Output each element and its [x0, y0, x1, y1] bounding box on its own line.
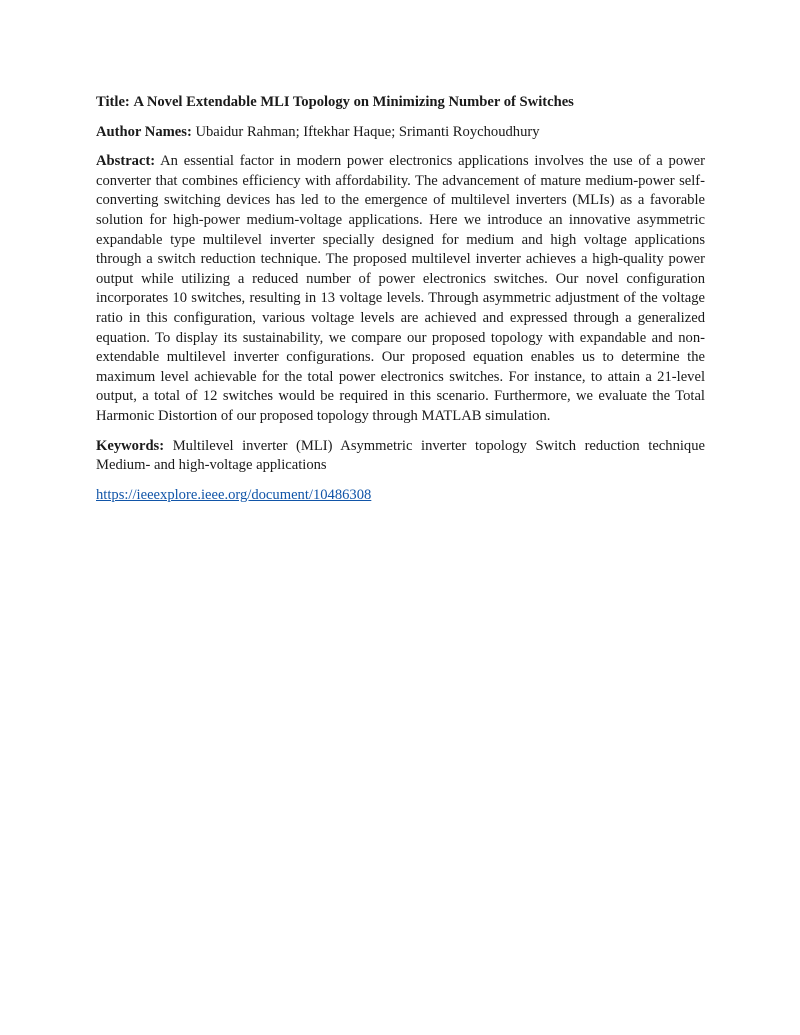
keywords-label: Keywords: [96, 437, 165, 454]
keywords-paragraph [96, 437, 705, 476]
abstract-text: An essential factor in modern power electronics applications involves the use of a power converter that combines efficiency with affordability. The advancement of mature medium-power self-converting switching devices has led to the emergence of multilevel inverters (MLIs) as a favorable solution for high-power medium-voltage applications. Here we introduce an innovative asymmetric expandable type multilevel inverter specially designed for medium and high voltage applications through a switch reduction technique. The proposed multilevel inverter achieves a high-quality power output while utilizing a reduced number of power electronics switches. Our novel configuration incorporates 10 switches, resulting in 13 voltage levels. Through asymmetric adjustment of the voltage ratio in this configuration, various voltage levels are achieved and expressed through a generalized equation. To display its sustainability, we compare our proposed topology with expandable and non-extendable multilevel inverter configurations. Our proposed equation enables us to determine the maximum level achievable for the total power electronics switches. For instance, to attain a 21-level output, a total of 12 switches would be required in this scenario. Furthermore, we evaluate the Total Harmonic Distortion of our proposed topology through MATLAB simulation. [96, 153, 705, 424]
paper-title: A Novel Extendable MLI Topology on Minimizing Number of Switches [133, 94, 574, 110]
title-line [96, 93, 705, 113]
authors-line [96, 123, 705, 143]
keywords-text: Multilevel inverter (MLI) Asymmetric inverter topology Switch reduction technique Medium- and high-voltage applications [96, 437, 705, 474]
author-names: Ubaidur Rahman; Iftekhar Haque; Srimanti Roychoudhury [195, 123, 540, 140]
paper-page [96, 93, 705, 515]
authors-label: Author Names: [96, 123, 192, 140]
link-line [96, 486, 705, 506]
abstract-paragraph [96, 152, 705, 426]
abstract-label: Abstract: [96, 153, 156, 170]
ieee-document-link[interactable]: https://ieeexplore.ieee.org/document/10486308 [96, 486, 372, 503]
title-label: Title: [96, 94, 130, 110]
